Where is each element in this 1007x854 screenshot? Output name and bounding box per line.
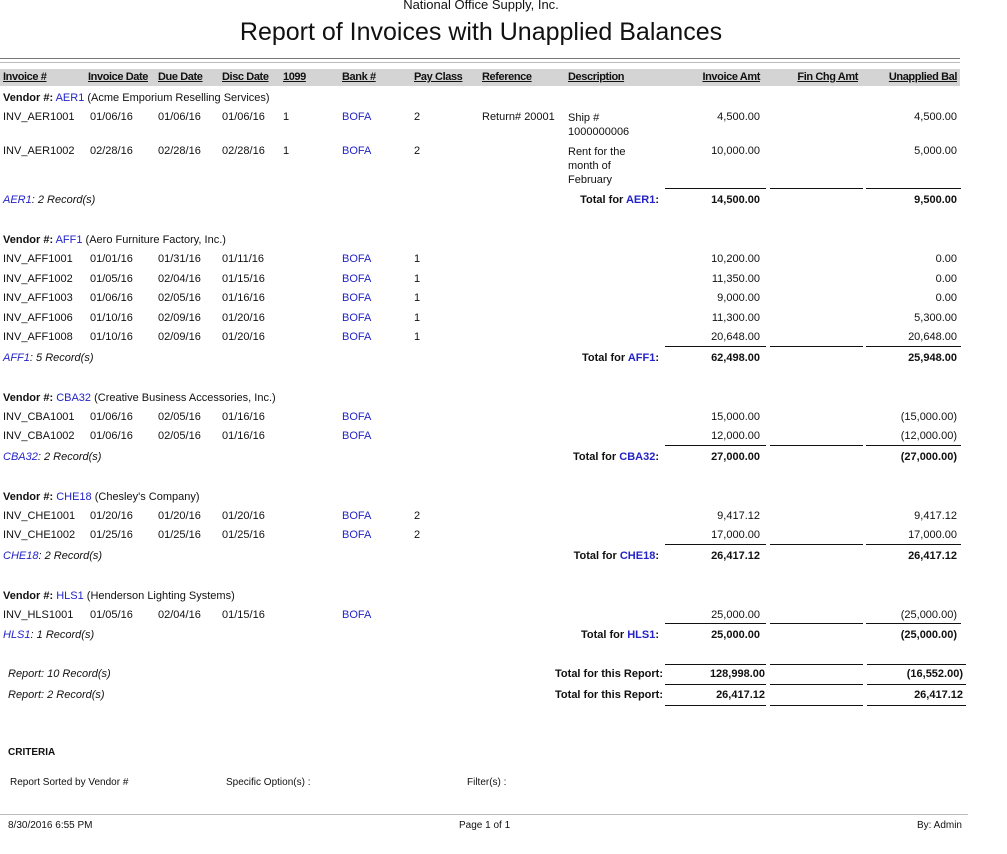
vendor-total-row <box>0 190 970 210</box>
report-record-count: Report: 2 Record(s) <box>8 689 105 701</box>
report-total-unapplied: 26,417.12 <box>914 689 963 701</box>
total-label: Total for CBA32: <box>573 450 659 463</box>
invoice-date: 02/28/16 <box>90 145 133 157</box>
disc-date: 01/15/16 <box>222 272 265 285</box>
due-date: 02/04/16 <box>158 272 201 285</box>
bank-link[interactable]: BOFA <box>342 292 372 304</box>
vendor-link[interactable]: CHE18 <box>56 490 92 503</box>
col-bank[interactable]: Bank # <box>342 71 376 83</box>
invoice-number: INV_AER1002 <box>3 145 75 157</box>
description <box>568 289 640 295</box>
vendor-group <box>0 231 970 368</box>
total-rule <box>665 445 766 446</box>
total-for-text: Total for <box>580 194 624 206</box>
col-reference[interactable]: Reference <box>482 71 532 83</box>
vendor-total-row <box>0 546 970 566</box>
invoice-date: 01/06/16 <box>90 292 133 304</box>
total-rule <box>665 544 766 545</box>
description <box>568 427 640 433</box>
invoice-date: 01/06/16 <box>90 430 133 442</box>
vendor-name: (Henderson Lighting Systems) <box>86 589 235 602</box>
report-total-row <box>0 664 970 684</box>
invoice-date: 01/10/16 <box>90 311 133 324</box>
record-count <box>3 194 95 206</box>
vendor-link[interactable]: CHE18 <box>3 549 39 562</box>
total-unapplied: 26,417.12 <box>908 549 957 562</box>
col-pay-class[interactable]: Pay Class <box>414 71 463 83</box>
pay-class: 1 <box>414 253 421 265</box>
vendor-link[interactable]: CBA32 <box>3 450 38 463</box>
bank-link[interactable]: BOFA <box>342 145 372 157</box>
disc-date: 01/16/16 <box>222 292 265 304</box>
pay-class: 2 <box>414 111 421 123</box>
total-label: Total for AFF1: <box>581 351 659 364</box>
col-invoice-num[interactable]: Invoice # <box>3 71 47 83</box>
table-row <box>0 108 970 142</box>
total-invoice-amt: 26,417.12 <box>711 549 760 562</box>
col-invoice-amt[interactable]: Invoice Amt <box>702 71 760 83</box>
1099-value: 1 <box>283 111 290 123</box>
description <box>568 270 640 276</box>
description <box>568 526 640 532</box>
total-rule <box>866 188 961 189</box>
record-count <box>3 451 101 463</box>
invoice-amt: 25,000.00 <box>711 608 760 621</box>
total-rule <box>866 346 961 347</box>
column-header-row <box>0 69 960 86</box>
total-label: Total for CHE18: <box>573 549 659 562</box>
vendor-label: Vendor #: <box>3 589 54 602</box>
vendor-link[interactable]: AFF1 <box>55 234 83 246</box>
footer-by: By: Admin <box>916 820 962 831</box>
col-unapplied-bal[interactable]: Unapplied Bal <box>888 71 957 83</box>
invoice-number: INV_AFF1001 <box>3 253 73 265</box>
vendor-header <box>0 231 970 250</box>
col-description[interactable]: Description <box>568 71 625 83</box>
total-for-text: Total for <box>573 450 617 463</box>
total-unapplied: 25,948.00 <box>908 351 957 364</box>
description <box>568 309 640 315</box>
criteria-heading: CRITERIA <box>8 747 56 758</box>
company-name: National Office Supply, Inc. <box>403 0 559 12</box>
disc-date: 01/06/16 <box>222 111 265 123</box>
total-rule <box>770 544 863 545</box>
unapplied-bal: 4,500.00 <box>914 111 957 123</box>
disc-date: 01/20/16 <box>222 331 265 343</box>
bank-link[interactable]: BOFA <box>342 608 372 621</box>
pay-class: 2 <box>414 529 421 541</box>
total-rule <box>665 623 766 624</box>
total-invoice-amt: 14,500.00 <box>711 194 760 206</box>
pay-class: 2 <box>414 145 421 157</box>
due-date: 01/25/16 <box>158 529 201 541</box>
vendor-header <box>0 587 970 606</box>
unapplied-bal: 5,000.00 <box>914 145 957 157</box>
invoice-number: INV_AFF1008 <box>3 331 73 343</box>
vendor-name: (Aero Furniture Factory, Inc.) <box>85 234 226 246</box>
total-rule <box>866 623 961 624</box>
table-row <box>0 270 970 290</box>
total-rule <box>770 188 863 189</box>
invoice-amt: 4,500.00 <box>717 111 760 123</box>
total-for-text: Total for <box>581 351 626 364</box>
bank-link[interactable]: BOFA <box>342 253 372 265</box>
table-row <box>0 142 970 190</box>
bank-link[interactable]: BOFA <box>342 529 372 541</box>
footer-datetime: 8/30/2016 6:55 PM <box>8 820 93 831</box>
footer-page: Page 1 of 1 <box>459 820 511 831</box>
col-fin-chg-amt[interactable]: Fin Chg Amt <box>797 71 858 83</box>
vendor-group <box>0 587 970 646</box>
unapplied-bal: 0.00 <box>935 292 957 304</box>
invoice-number: INV_CHE1001 <box>3 509 76 522</box>
vendor-link[interactable]: HLS1 <box>627 629 656 641</box>
vendor-group <box>0 389 970 467</box>
record-count-text: : 2 Record(s) <box>37 450 102 463</box>
criteria-options: Specific Option(s) : <box>226 777 311 788</box>
total-for-text: Total for <box>580 629 625 641</box>
total-rule <box>665 188 766 189</box>
invoice-amt: 9,000.00 <box>717 292 760 304</box>
invoice-date: 01/25/16 <box>90 529 133 541</box>
description <box>568 606 640 612</box>
vendor-total-row <box>0 348 970 368</box>
vendor-link[interactable]: CBA32 <box>619 450 656 463</box>
invoice-date: 01/10/16 <box>90 331 133 343</box>
invoice-date: 01/20/16 <box>90 509 133 522</box>
total-unapplied: 9,500.00 <box>914 194 957 206</box>
invoice-amt: 11,300.00 <box>711 311 760 324</box>
report-total-row <box>0 685 970 705</box>
disc-date: 01/11/16 <box>222 253 265 265</box>
col-1099[interactable]: 1099 <box>283 71 306 83</box>
vendor-link[interactable]: CHE18 <box>619 549 656 562</box>
total-invoice-amt: 62,498.00 <box>711 351 760 364</box>
unapplied-bal: 0.00 <box>935 253 957 265</box>
footer-divider <box>0 814 968 815</box>
bank-link[interactable]: BOFA <box>342 430 372 442</box>
col-disc-date[interactable]: Disc Date <box>222 71 269 83</box>
invoice-number: INV_AFF1002 <box>3 272 73 285</box>
invoice-number: INV_HLS1001 <box>3 608 74 621</box>
invoice-number: INV_CHE1002 <box>3 529 76 541</box>
total-rule <box>770 623 863 624</box>
record-count-text: : 1 Record(s) <box>30 629 95 641</box>
vendor-link[interactable]: AER1 <box>3 194 32 206</box>
due-date: 01/06/16 <box>158 111 201 123</box>
invoice-date: 01/06/16 <box>90 111 133 123</box>
divider <box>0 62 960 63</box>
vendor-name: (Creative Business Accessories, Inc.) <box>94 391 276 404</box>
report-total-label: Total for this Report: <box>555 668 663 680</box>
due-date: 02/28/16 <box>158 145 201 157</box>
invoice-date: 01/01/16 <box>90 253 133 265</box>
pay-class: 2 <box>414 509 421 522</box>
unapplied-bal: 5,300.00 <box>914 311 957 324</box>
description: Rent for the month of February <box>568 146 626 186</box>
total-label: Total for AER1: <box>580 194 659 206</box>
report-total-invoice-amt: 26,417.12 <box>716 689 765 701</box>
unapplied-bal: 9,417.12 <box>914 509 957 522</box>
report-total-invoice-amt: 128,998.00 <box>709 668 765 680</box>
disc-date: 01/16/16 <box>222 410 265 423</box>
invoice-number: INV_AFF1003 <box>3 292 73 304</box>
col-due-date[interactable]: Due Date <box>158 71 203 83</box>
description <box>568 250 640 256</box>
total-rule <box>770 346 863 347</box>
report-total-unapplied: (16,552.00) <box>906 668 963 680</box>
pay-class: 1 <box>414 311 421 324</box>
total-invoice-amt: 27,000.00 <box>711 450 760 463</box>
disc-date: 01/15/16 <box>222 608 265 621</box>
disc-date: 01/25/16 <box>222 529 265 541</box>
due-date: 02/05/16 <box>158 292 201 304</box>
invoice-date: 01/05/16 <box>90 608 133 621</box>
invoice-amt: 11,350.00 <box>711 272 760 285</box>
invoice-number: INV_CBA1001 <box>3 410 75 423</box>
vendor-label: Vendor #: <box>3 234 54 246</box>
description <box>568 408 640 414</box>
total-unapplied: (27,000.00) <box>900 450 957 463</box>
unapplied-bal: 20,648.00 <box>908 331 957 343</box>
unapplied-bal: (15,000.00) <box>900 410 957 423</box>
description: Ship # 1000000006 <box>568 112 630 138</box>
total-label: Total for HLS1: <box>580 629 659 641</box>
vendor-link[interactable]: CBA32 <box>56 391 92 404</box>
criteria-filters: Filter(s) : <box>467 777 507 788</box>
vendor-link[interactable]: AER1 <box>625 194 656 206</box>
vendor-label: Vendor #: <box>3 92 54 104</box>
due-date: 02/04/16 <box>158 608 201 621</box>
vendor-header <box>0 389 970 408</box>
invoice-amt: 17,000.00 <box>711 529 760 541</box>
vendor-link[interactable]: AFF1 <box>627 351 656 364</box>
vendor-group <box>0 89 970 210</box>
vendor-label: Vendor #: <box>3 391 54 404</box>
report-body <box>0 89 970 666</box>
unapplied-bal: 0.00 <box>935 272 957 285</box>
vendor-total-row <box>0 447 970 467</box>
vendor-total-row <box>0 625 970 645</box>
due-date: 02/09/16 <box>158 311 201 324</box>
invoice-number: INV_AFF1006 <box>3 311 73 324</box>
criteria-sorted: Report Sorted by Vendor # <box>10 777 129 788</box>
invoice-number: INV_AER1001 <box>3 111 75 123</box>
unapplied-bal: (25,000.00) <box>900 608 957 621</box>
invoice-amt: 10,000.00 <box>711 145 760 157</box>
vendor-link[interactable]: AFF1 <box>3 351 30 364</box>
total-rule <box>866 544 961 545</box>
invoice-date: 01/06/16 <box>90 410 133 423</box>
bank-link[interactable]: BOFA <box>342 311 372 324</box>
disc-date: 01/16/16 <box>222 430 265 442</box>
due-date: 02/09/16 <box>158 331 201 343</box>
vendor-header <box>0 488 970 507</box>
description <box>568 328 640 334</box>
report-title: Report of Invoices with Unapplied Balances <box>239 18 723 46</box>
table-row <box>0 408 970 428</box>
description <box>568 507 640 513</box>
report-total-label: Total for this Report: <box>555 689 663 701</box>
record-count <box>3 352 93 364</box>
invoice-amt: 12,000.00 <box>711 430 760 442</box>
pay-class: 1 <box>414 331 421 343</box>
bank-link[interactable]: BOFA <box>342 509 372 522</box>
record-count-text: : 5 Record(s) <box>29 351 94 364</box>
table-row <box>0 309 970 329</box>
vendor-label: Vendor #: <box>3 490 54 503</box>
invoice-number: INV_CBA1002 <box>3 430 75 442</box>
1099-value: 1 <box>283 145 290 157</box>
invoice-amt: 9,417.12 <box>717 509 760 522</box>
reference: Return# 20001 <box>482 111 555 123</box>
invoice-amt: 20,648.00 <box>711 331 760 343</box>
vendor-link[interactable]: HLS1 <box>56 589 84 602</box>
divider <box>0 58 960 59</box>
table-row <box>0 507 970 527</box>
vendor-header <box>0 89 970 108</box>
total-for-text: Total for <box>573 549 617 562</box>
vendor-name: (Chesley's Company) <box>94 490 200 503</box>
vendor-link[interactable]: AER1 <box>55 92 85 104</box>
vendor-link[interactable]: HLS1 <box>3 629 31 641</box>
record-count <box>3 550 102 562</box>
total-rule <box>665 346 766 347</box>
due-date: 02/05/16 <box>158 430 201 442</box>
total-rule <box>770 445 863 446</box>
due-date: 01/20/16 <box>158 509 201 522</box>
pay-class: 1 <box>414 292 421 304</box>
due-date: 01/31/16 <box>158 253 201 265</box>
bank-link[interactable]: BOFA <box>342 272 372 285</box>
vendor-group <box>0 488 970 566</box>
bank-link[interactable]: BOFA <box>342 331 372 343</box>
unapplied-bal: (12,000.00) <box>900 430 957 442</box>
pay-class: 1 <box>414 272 421 285</box>
report-record-count: Report: 10 Record(s) <box>8 668 111 680</box>
table-row <box>0 289 970 309</box>
record-count-text: : 2 Record(s) <box>38 549 103 562</box>
vendor-name: (Acme Emporium Reselling Services) <box>87 92 270 104</box>
invoice-amt: 10,200.00 <box>711 253 760 265</box>
bank-link[interactable]: BOFA <box>342 410 372 423</box>
disc-date: 01/20/16 <box>222 311 265 324</box>
total-rule <box>866 445 961 446</box>
invoice-date: 01/05/16 <box>90 272 133 285</box>
disc-date: 01/20/16 <box>222 509 265 522</box>
due-date: 02/05/16 <box>158 410 201 423</box>
unapplied-bal: 17,000.00 <box>908 529 957 541</box>
disc-date: 02/28/16 <box>222 145 265 157</box>
table-row <box>0 250 970 270</box>
col-invoice-date[interactable]: Invoice Date <box>88 71 149 83</box>
invoice-amt: 15,000.00 <box>711 410 760 423</box>
bank-link[interactable]: BOFA <box>342 111 372 123</box>
record-count-text: : 2 Record(s) <box>31 194 96 206</box>
total-unapplied: (25,000.00) <box>900 629 957 641</box>
total-invoice-amt: 25,000.00 <box>711 629 760 641</box>
record-count <box>3 629 94 641</box>
